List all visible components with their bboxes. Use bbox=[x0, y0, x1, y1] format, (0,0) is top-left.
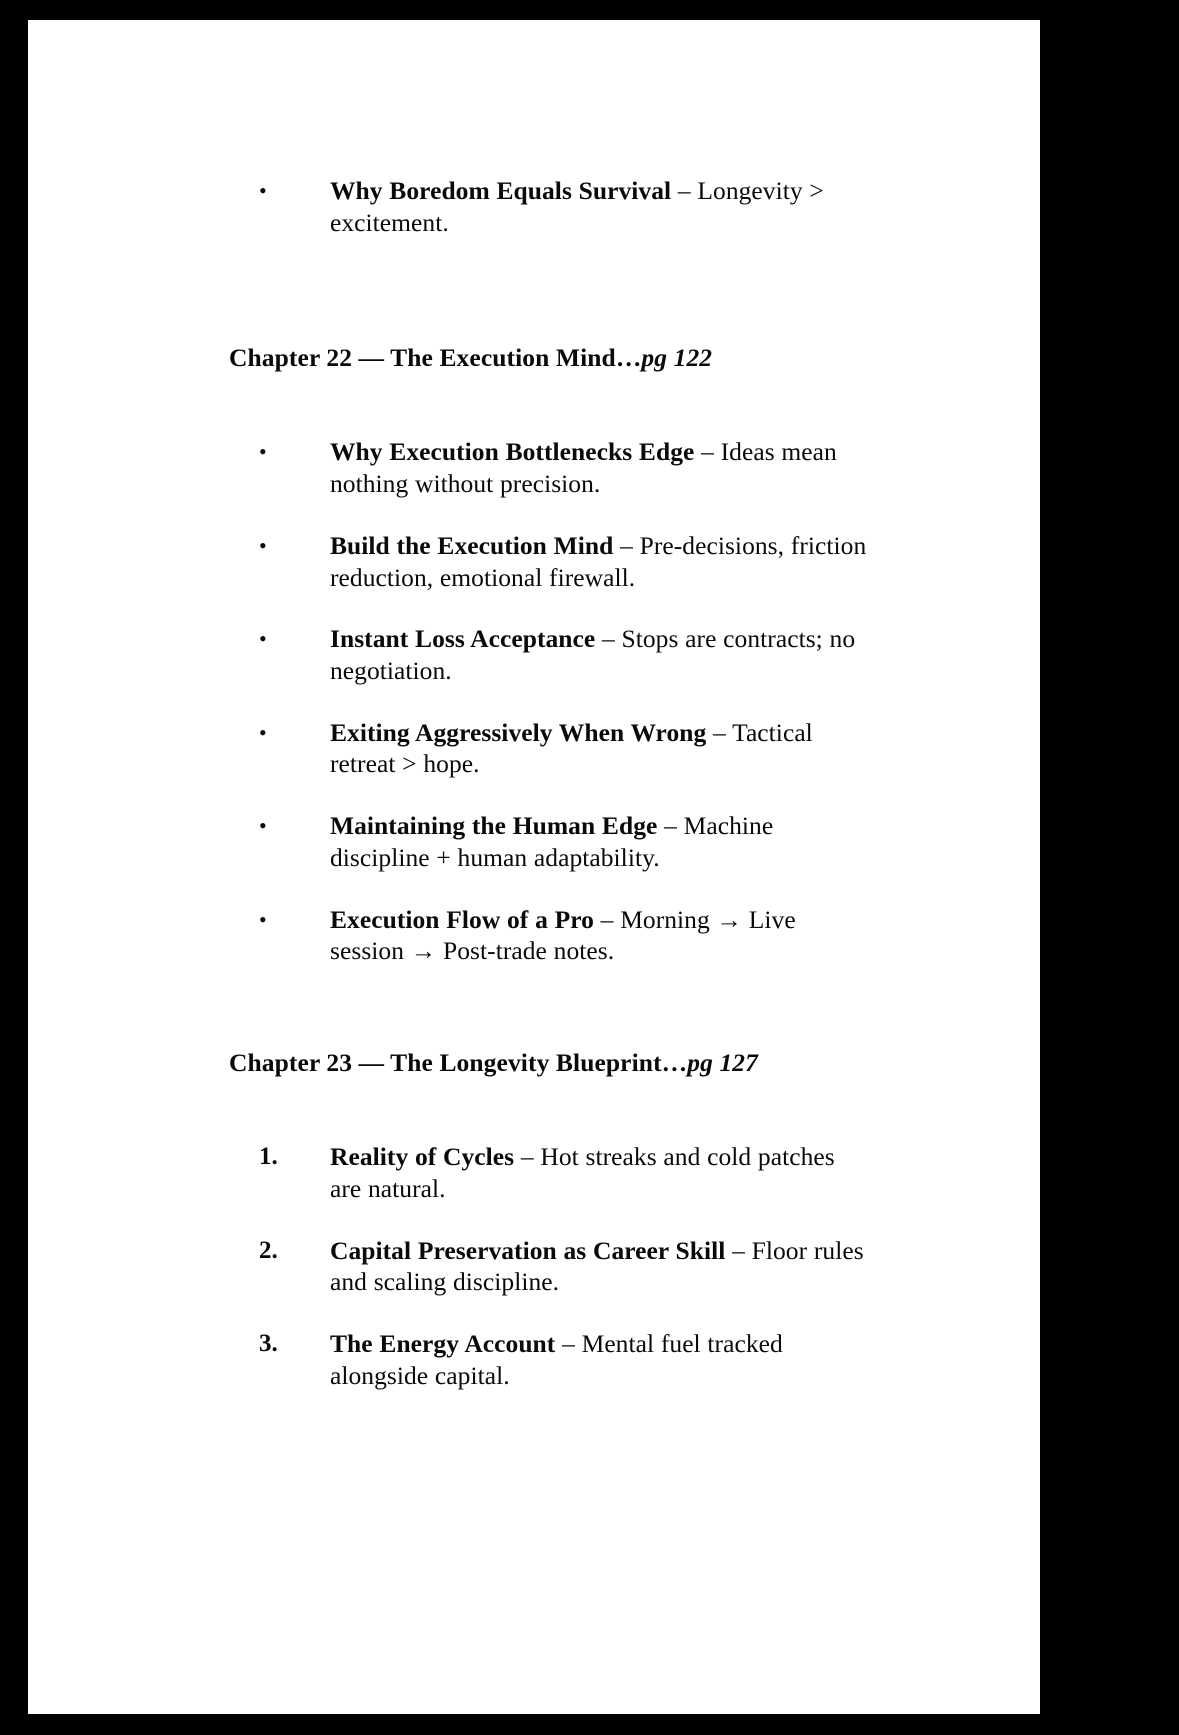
list-item bbox=[229, 530, 869, 593]
spacer bbox=[229, 593, 869, 623]
spacer bbox=[229, 374, 869, 436]
spacer bbox=[229, 1205, 869, 1235]
list-item-lead: Why Execution Bottlenecks Edge bbox=[330, 437, 695, 467]
list-item-dash: – bbox=[613, 530, 640, 560]
chapter-title: Chapter 23 — The Longevity Blueprint… bbox=[229, 1048, 688, 1078]
list-item-lead: Execution Flow of a Pro bbox=[330, 904, 594, 934]
spacer bbox=[229, 687, 869, 717]
chapter-heading-23 bbox=[229, 1047, 869, 1079]
list-item-description: Mental fuel tracked alongside capital. bbox=[330, 1328, 783, 1390]
list-item-description: Morning → Live session → Post-trade notes. bbox=[330, 904, 796, 966]
spacer bbox=[229, 500, 869, 530]
list-item-description: Floor rules and scaling discipline. bbox=[330, 1235, 864, 1297]
chapter-heading-22 bbox=[229, 342, 869, 374]
list-item-description: Stops are contracts; no negotiation. bbox=[330, 624, 856, 686]
number-marker: 1. bbox=[259, 1143, 278, 1171]
number-marker: 2. bbox=[259, 1236, 278, 1264]
spacer bbox=[229, 238, 869, 342]
list-item-dash: – bbox=[694, 437, 721, 467]
spacer bbox=[229, 780, 869, 810]
chapter-page-ref: pg 127 bbox=[687, 1048, 758, 1078]
list-item-lead: Capital Preservation as Career Skill bbox=[330, 1235, 726, 1265]
list-item bbox=[229, 1141, 869, 1204]
list-item bbox=[229, 1328, 869, 1391]
list-item-description: Pre-decisions, friction reduction, emotional firewall. bbox=[330, 530, 867, 592]
list-item-dash: – bbox=[514, 1142, 541, 1172]
list-item-lead: Why Boredom Equals Survival bbox=[330, 176, 672, 205]
list-item bbox=[229, 717, 869, 780]
bullet-marker-icon: • bbox=[259, 906, 267, 932]
number-marker: 3. bbox=[259, 1329, 278, 1357]
text-column bbox=[229, 175, 869, 1391]
chapter-page-ref: pg 122 bbox=[641, 343, 713, 373]
list-item bbox=[229, 175, 869, 238]
chapter-23-list bbox=[229, 1141, 869, 1391]
list-item-lead: Exiting Aggressively When Wrong bbox=[330, 717, 707, 747]
list-item-dash: – bbox=[555, 1328, 582, 1358]
orphan-bullet-list bbox=[229, 175, 869, 238]
spacer bbox=[229, 967, 869, 1047]
list-item-lead: Instant Loss Acceptance bbox=[330, 624, 596, 654]
spacer bbox=[229, 874, 869, 904]
spacer bbox=[229, 1298, 869, 1328]
list-item bbox=[229, 623, 869, 686]
list-item-dash: – bbox=[657, 811, 684, 841]
bullet-marker-icon: • bbox=[259, 532, 267, 558]
list-item bbox=[229, 810, 869, 873]
bullet-marker-icon: • bbox=[259, 719, 267, 745]
list-item-dash: – bbox=[706, 717, 733, 747]
list-item-description: Machine discipline + human adaptability. bbox=[330, 811, 774, 872]
list-item-dash: – bbox=[671, 176, 698, 205]
spacer bbox=[229, 1079, 869, 1141]
chapter-22-list bbox=[229, 436, 869, 967]
bullet-marker-icon: • bbox=[259, 439, 267, 465]
list-item-description: Ideas mean nothing without precision. bbox=[330, 437, 837, 499]
list-item-description: Tactical retreat > hope. bbox=[330, 717, 813, 779]
list-item-lead: The Energy Account bbox=[330, 1328, 556, 1358]
list-item bbox=[229, 904, 869, 967]
list-item-description: Hot streaks and cold patches are natural. bbox=[330, 1142, 835, 1203]
list-item-lead: Build the Execution Mind bbox=[330, 530, 614, 560]
list-item bbox=[229, 436, 869, 499]
list-item-dash: – bbox=[593, 904, 621, 934]
page-content-area bbox=[28, 20, 1040, 1391]
bullet-marker-icon: • bbox=[259, 178, 267, 203]
list-item-description: Longevity > excitement. bbox=[330, 176, 824, 237]
list-item-lead: Maintaining the Human Edge bbox=[330, 811, 658, 841]
list-item-lead: Reality of Cycles bbox=[330, 1142, 515, 1172]
list-item-dash: – bbox=[725, 1235, 752, 1265]
list-item-dash: – bbox=[595, 624, 622, 654]
bullet-marker-icon: • bbox=[259, 626, 267, 652]
bullet-marker-icon: • bbox=[259, 813, 267, 839]
chapter-title: Chapter 22 — The Execution Mind… bbox=[229, 343, 642, 373]
list-item bbox=[229, 1235, 869, 1298]
document-page bbox=[28, 20, 1040, 1714]
